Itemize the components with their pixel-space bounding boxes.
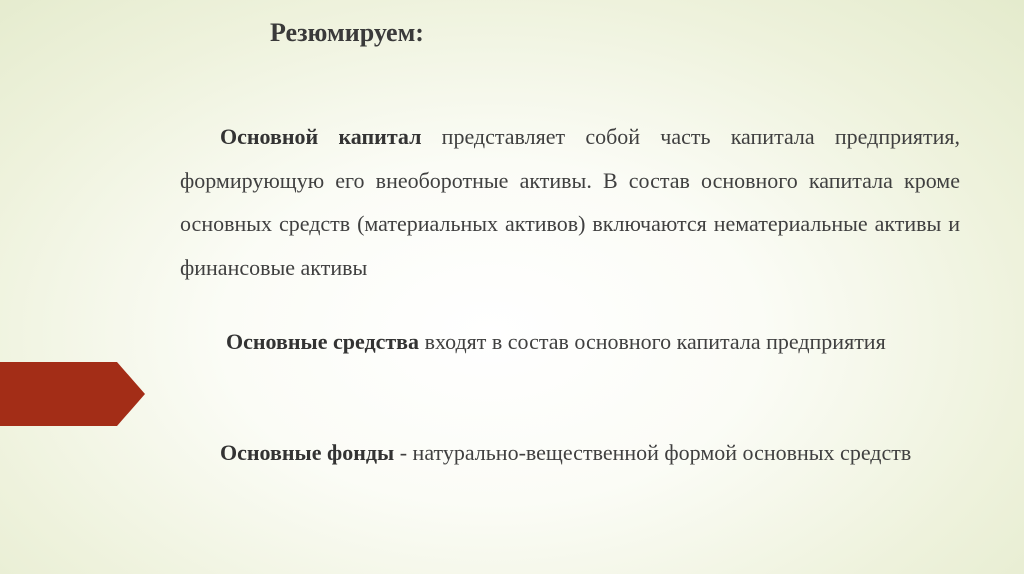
- term-fixed-capital: Основной капитал: [220, 124, 422, 149]
- paragraph-fixed-funds: [180, 431, 960, 475]
- definition-fixed-funds: - натурально-вещественной формой основных средств: [394, 440, 912, 465]
- arrow-accent-shape: [0, 362, 145, 426]
- paragraph-fixed-assets: [180, 320, 960, 364]
- slide-title: Резюмируем:: [270, 18, 424, 47]
- definition-fixed-assets: входят в состав основного капитала предприятия: [419, 329, 886, 354]
- paragraph-fixed-capital: [180, 115, 960, 289]
- term-fixed-assets: Основные средства: [226, 329, 420, 354]
- term-fixed-funds: Основные фонды: [220, 440, 395, 465]
- definition-fixed-capital: представляет собой часть капитала предприятия, формирующую его внеоборотные активы. В состав основного капитала кроме основных средств (материальных активов) включаются нематериальные активы и финансовые активы: [180, 124, 960, 280]
